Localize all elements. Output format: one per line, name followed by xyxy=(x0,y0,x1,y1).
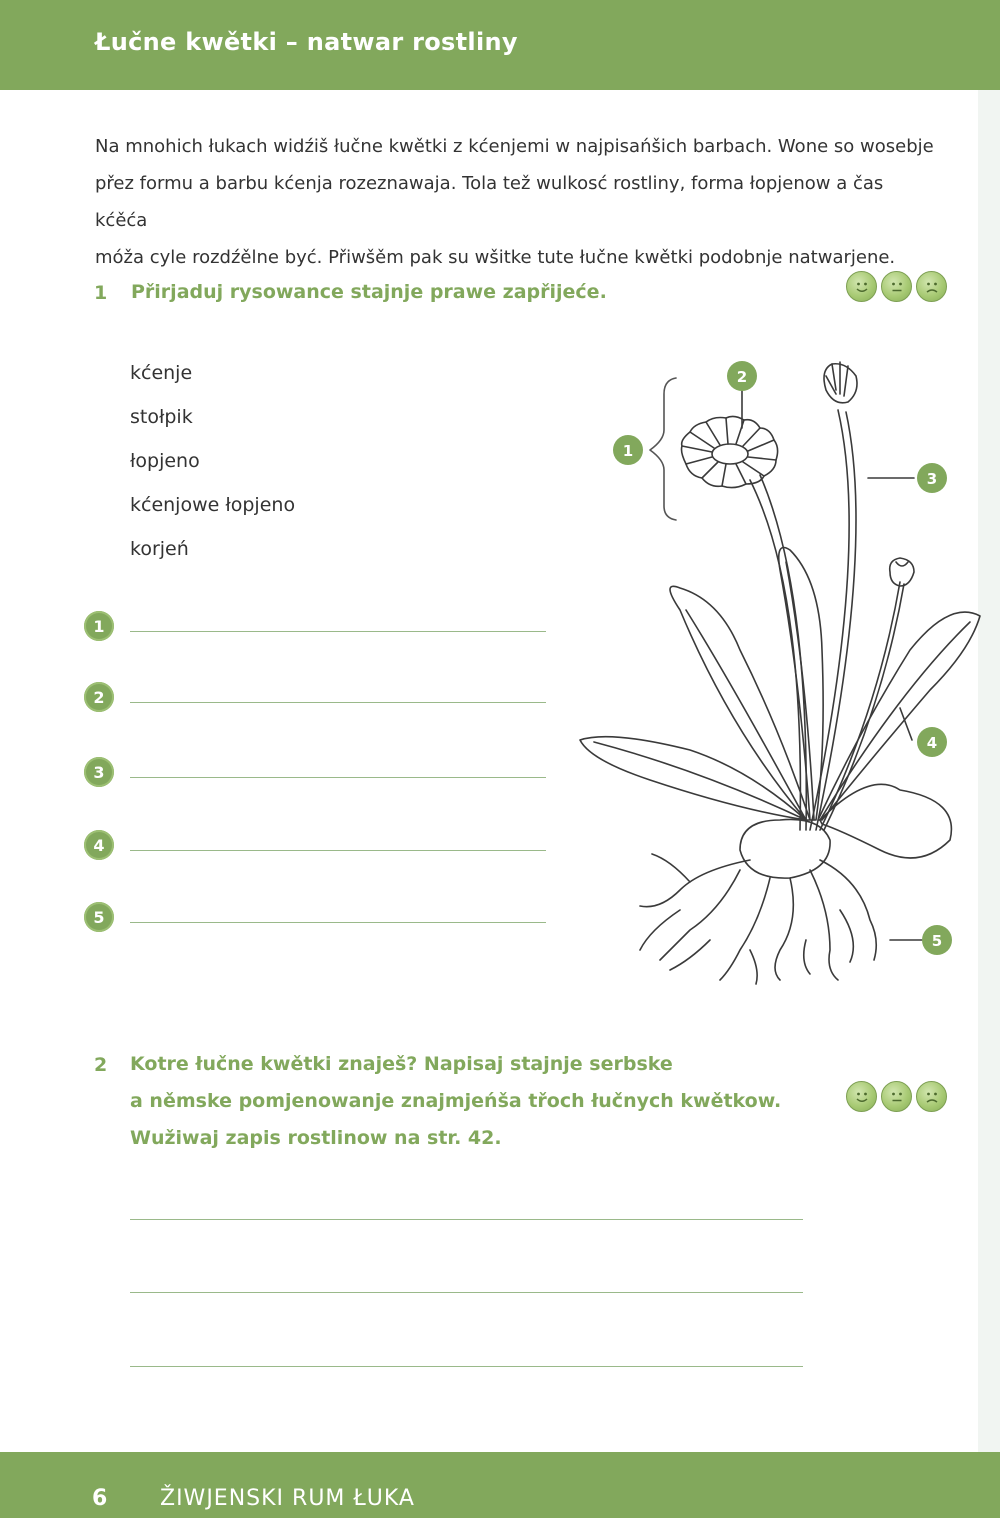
header-bar xyxy=(0,0,1000,90)
rating-smileys-1[interactable] xyxy=(846,271,947,302)
intro-line: přez formu a barbu kćenja rozeznawaja. Tola tež wulkosć rostliny, forma łopjenow a čas kćěća xyxy=(95,173,884,231)
happy-face-icon[interactable] xyxy=(846,271,877,302)
neutral-face-icon[interactable] xyxy=(881,1081,912,1112)
answer-row-1 xyxy=(84,611,546,641)
task-2-instruction xyxy=(130,1046,781,1157)
intro-paragraph xyxy=(95,128,935,276)
diagram-label-5 xyxy=(922,925,952,955)
svg-text:3: 3 xyxy=(926,470,938,488)
rating-smileys-2[interactable] xyxy=(846,1081,947,1112)
writing-line[interactable] xyxy=(130,1292,803,1293)
svg-text:2: 2 xyxy=(736,368,748,386)
plant-diagram xyxy=(570,350,990,990)
answer-row-4 xyxy=(84,830,546,860)
neutral-face-icon[interactable] xyxy=(881,271,912,302)
task-2-line: Kotre łučne kwětki znaješ? Napisaj stajnje serbske xyxy=(130,1053,673,1075)
task-2-line: Wužiwaj zapis rostlinow na str. 42. xyxy=(130,1127,502,1149)
task-2-number: 2 xyxy=(94,1054,108,1076)
svg-text:1: 1 xyxy=(622,442,634,460)
term-item: łopjeno xyxy=(130,450,200,472)
term-item: kćenje xyxy=(130,362,193,384)
happy-face-icon[interactable] xyxy=(846,1081,877,1112)
number-badge: 1 xyxy=(84,611,114,641)
answer-row-2 xyxy=(84,682,546,712)
diagram-label-4 xyxy=(917,727,947,757)
number-badge: 2 xyxy=(84,682,114,712)
number-badge: 5 xyxy=(84,902,114,932)
diagram-label-1 xyxy=(613,435,643,465)
sad-face-icon[interactable] xyxy=(916,271,947,302)
answer-line[interactable] xyxy=(130,850,546,851)
term-item: korjeń xyxy=(130,538,189,560)
sad-face-icon[interactable] xyxy=(916,1081,947,1112)
answer-line[interactable] xyxy=(130,702,546,703)
number-badge: 4 xyxy=(84,830,114,860)
diagram-label-2 xyxy=(727,361,757,391)
term-list xyxy=(130,355,295,575)
writing-line[interactable] xyxy=(130,1366,803,1367)
number-badge: 3 xyxy=(84,757,114,787)
answer-line[interactable] xyxy=(130,631,546,632)
svg-text:5: 5 xyxy=(931,932,943,950)
chapter-title: ŽIWJENSKI RUM ŁUKA xyxy=(160,1486,415,1511)
answer-line[interactable] xyxy=(130,777,546,778)
answer-row-3 xyxy=(84,757,546,787)
term-item: stołpik xyxy=(130,406,193,428)
intro-line: Na mnohich łukach widźiš łučne kwětki z kćenjemi w najpisańšich barbach. Wone so wosebje xyxy=(95,136,934,157)
answer-line[interactable] xyxy=(130,922,546,923)
writing-line[interactable] xyxy=(130,1219,803,1220)
diagram-label-3 xyxy=(917,463,947,493)
page-title: Łučne kwětki – natwar rostliny xyxy=(95,28,518,56)
answer-row-5 xyxy=(84,902,546,932)
page-number: 6 xyxy=(92,1486,108,1511)
task-2-line: a němske pomjenowanje znajmjeńša třoch łučnych kwětkow. xyxy=(130,1090,782,1112)
task-1-number: 1 xyxy=(94,282,108,304)
footer-bar xyxy=(0,1452,1000,1518)
svg-text:4: 4 xyxy=(926,734,938,752)
intro-line: móža cyle rozdźělne być. Přiwšěm pak su wšitke tute łučne kwětki podobnje natwarjene. xyxy=(95,247,896,268)
task-1-instruction: Přirjaduj rysowance stajnje prawe zapřijeće. xyxy=(131,281,607,303)
term-item: kćenjowe łopjeno xyxy=(130,494,296,516)
